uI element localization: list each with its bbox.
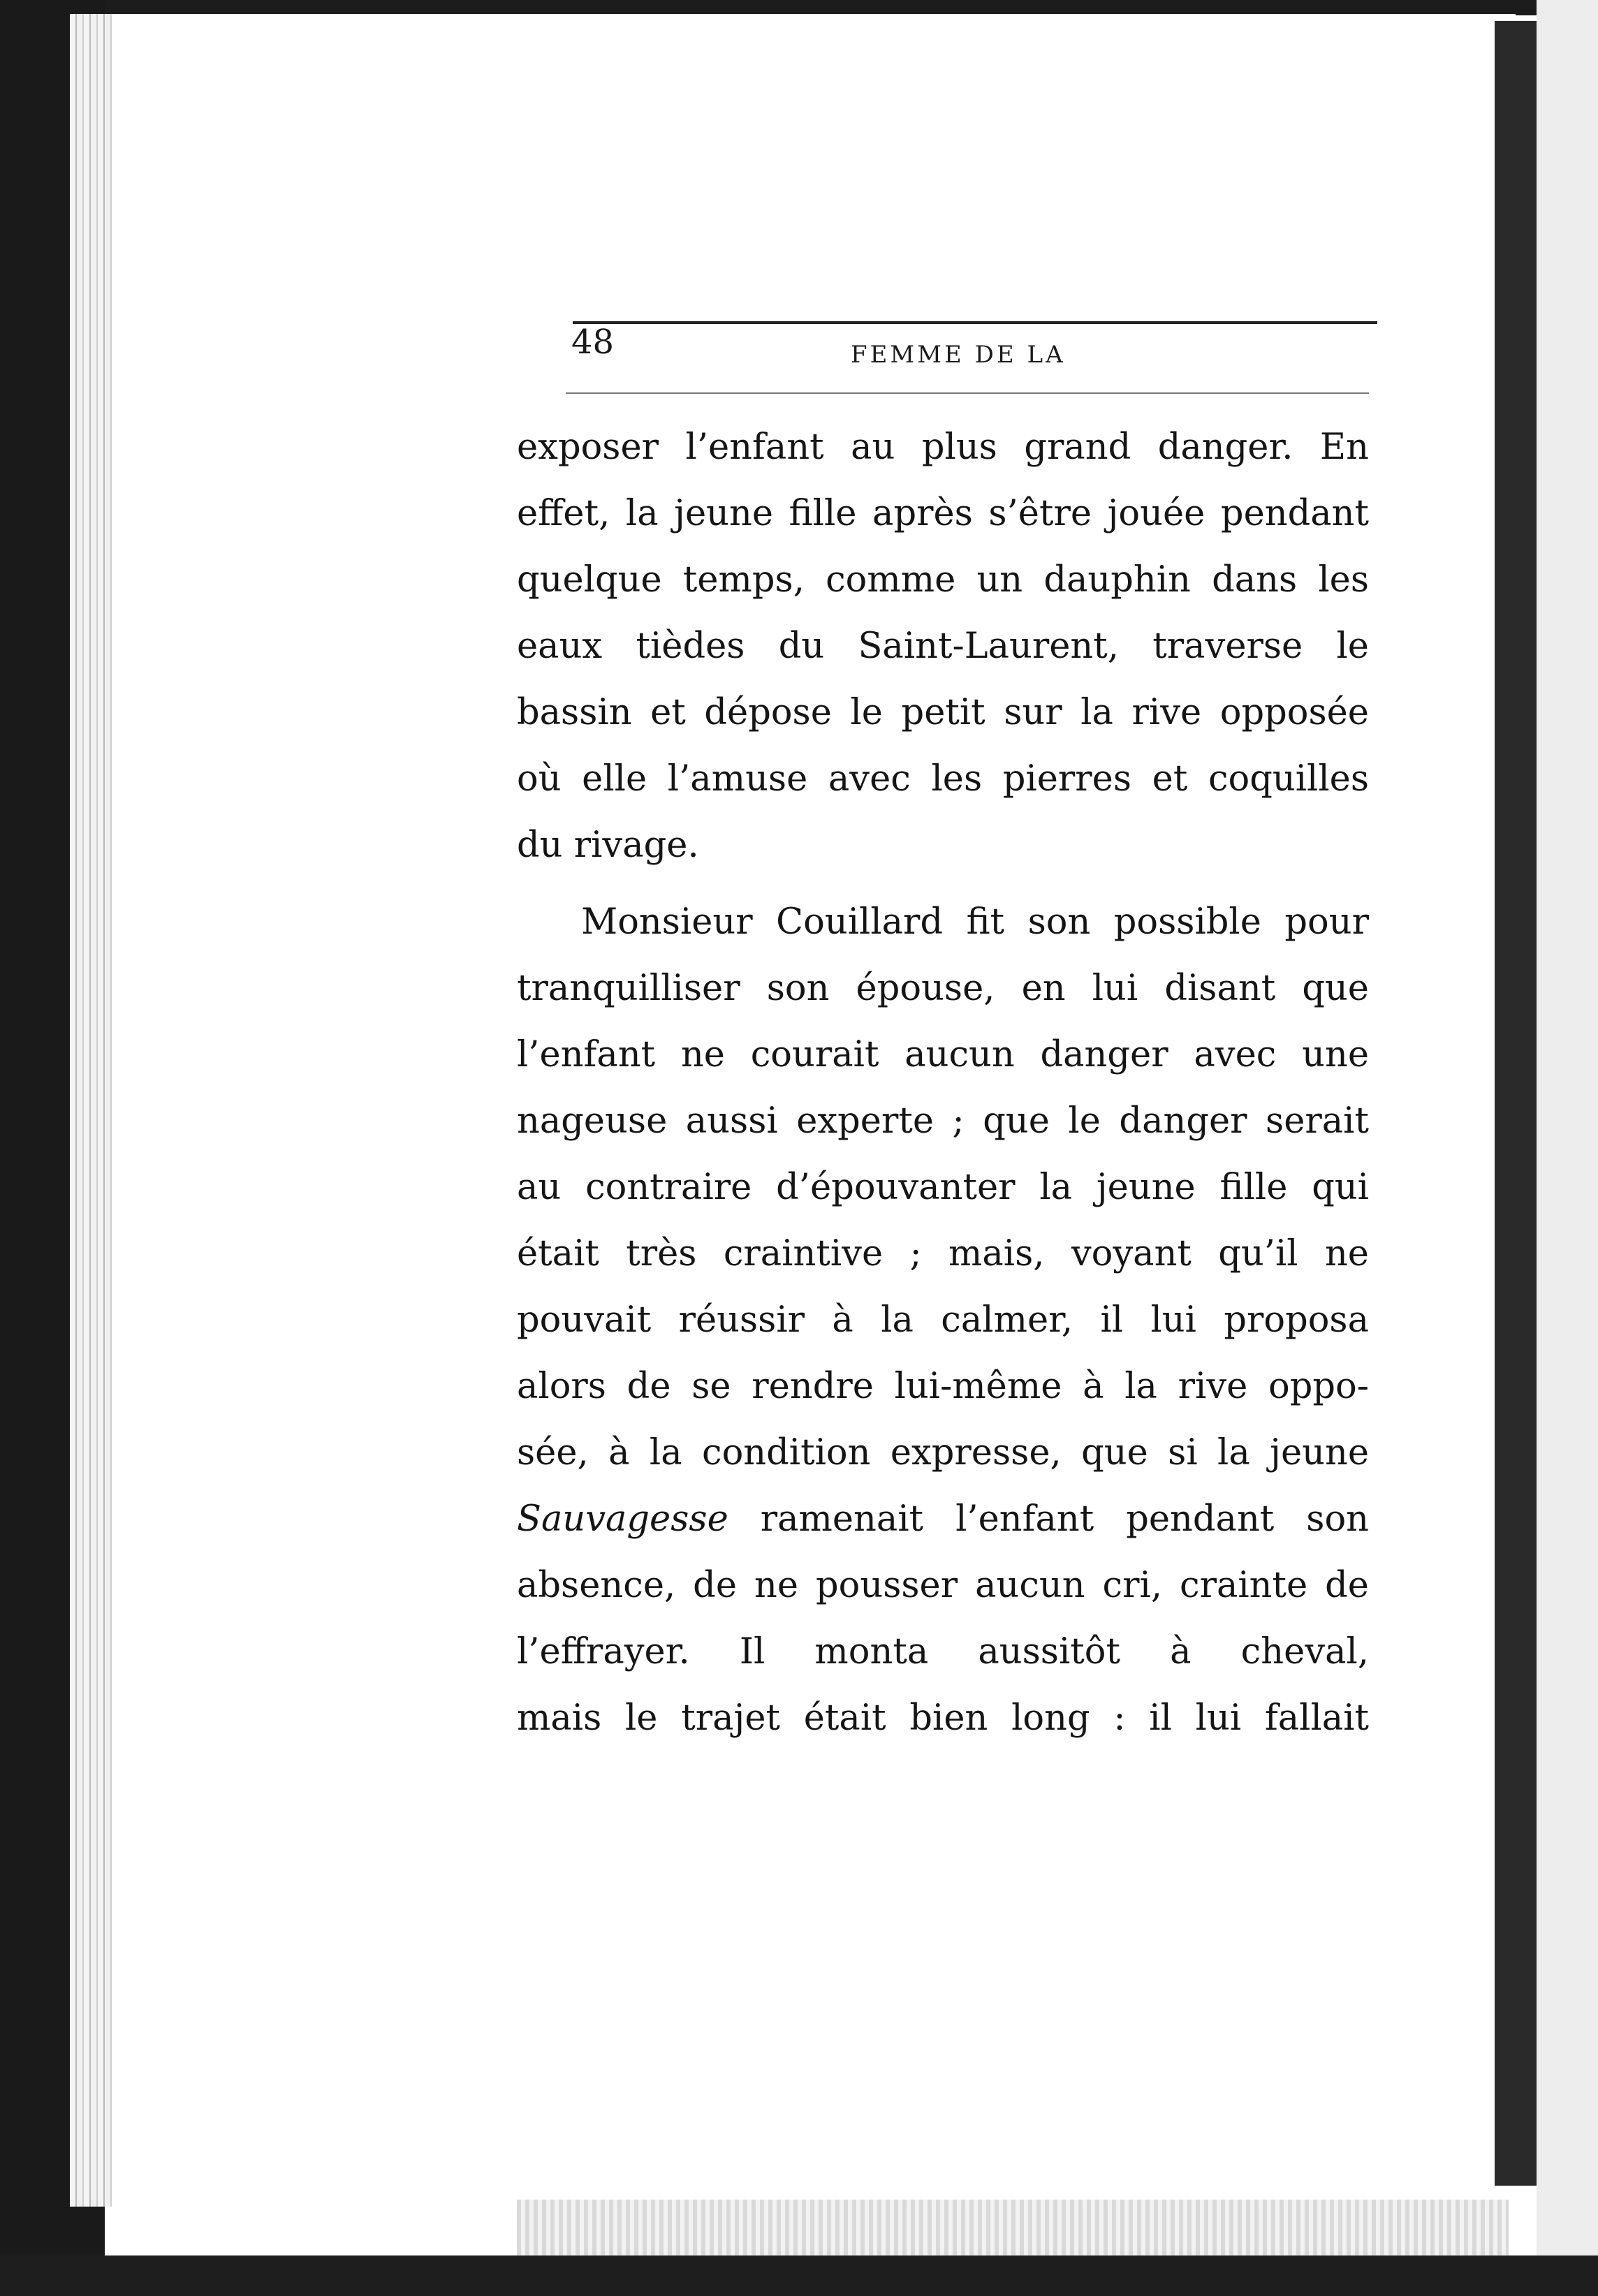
scan-right-border: [1537, 0, 1598, 2296]
text-line: absence, de ne pousser aucun cri, crainte de: [517, 1565, 1369, 1606]
text-line: tranquilliser son épouse, en lui disant que: [517, 968, 1369, 1009]
text-line: exposer l’enfant au plus grand danger. En: [517, 427, 1369, 468]
scan-top-border: [0, 0, 1598, 15]
text-line: mais le trajet était bien long : il lui fallait: [517, 1698, 1369, 1739]
running-head: FEMME DE LA: [851, 341, 1066, 369]
text-line-mixed: [517, 1498, 1369, 1541]
text-line: sée, à la condition expresse, que si la jeune: [517, 1432, 1369, 1473]
header-rule-bottom: [566, 392, 1369, 394]
text-line: du rivage.: [517, 825, 699, 866]
text-line: effet, la jeune fille après s’être jouée pendant: [517, 493, 1369, 534]
text-line: alors de se rendre lui-même à la rive oppo-: [517, 1366, 1369, 1407]
text-line: quelque temps, comme un dauphin dans les: [517, 559, 1369, 601]
text-line: bassin et dépose le petit sur la rive opposée: [517, 692, 1369, 733]
text-line: l’enfant ne courait aucun danger avec une: [517, 1034, 1369, 1075]
page-bottom-edges: [517, 2200, 1509, 2255]
binding-shadow: [1495, 21, 1537, 2186]
text-line: l’effrayer. Il monta aussitôt à cheval,: [517, 1631, 1369, 1672]
text-span: ramenait l’enfant pendant son: [728, 1499, 1369, 1540]
scan-bottom-border: [0, 2255, 1598, 2296]
text-line: pouvait réussir à la calmer, il lui proposa: [517, 1300, 1369, 1341]
header-rule-top: [573, 321, 1377, 324]
text-line: nageuse aussi experte ; que le danger serait: [517, 1101, 1369, 1142]
text-line: où elle l’amuse avec les pierres et coquilles: [517, 758, 1369, 800]
page-number: 48: [571, 323, 615, 362]
text-line: eaux tièdes du Saint-Laurent, traverse le: [517, 626, 1369, 667]
italic-word: Sauvagesse: [517, 1499, 728, 1540]
text-line: au contraire d’épouvanter la jeune fille qui: [517, 1167, 1369, 1208]
text-line: était très craintive ; mais, voyant qu’il ne: [517, 1233, 1369, 1274]
text-line: Monsieur Couillard fit son possible pour: [581, 902, 1369, 943]
